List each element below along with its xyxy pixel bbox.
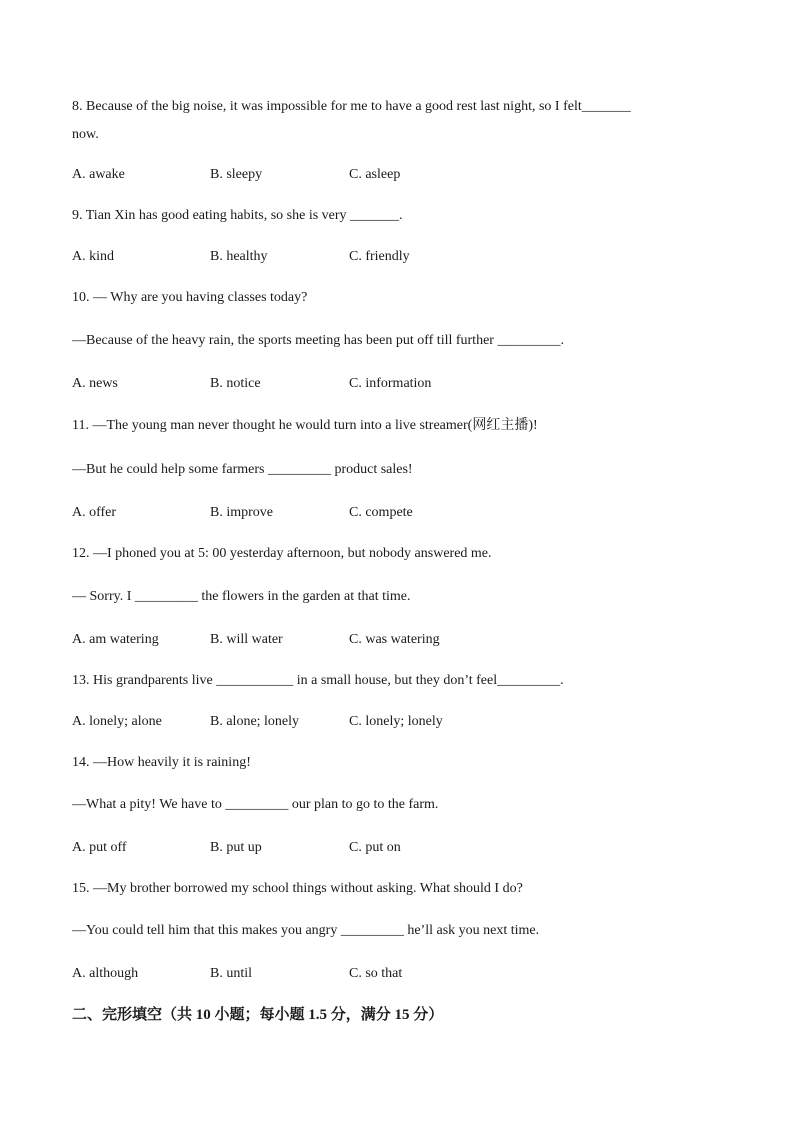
question-13-stem: 13. His grandparents live ___________ in a small house, but they don’t feel_________.: [72, 673, 564, 688]
question-11-option-a: A. offer: [72, 505, 117, 520]
question-13-option-b: B. alone; lonely: [210, 714, 300, 729]
question-14-stem: 14. —How heavily it is raining!: [72, 755, 251, 770]
question-10-option-c: C. information: [349, 376, 432, 391]
question-15-option-b: B. until: [210, 966, 253, 981]
question-13-option-a: A. lonely; alone: [72, 714, 162, 729]
question-14-option-b: B. put up: [210, 840, 262, 855]
question-9-option-a: A. kind: [72, 249, 114, 264]
question-11-option-b: B. improve: [210, 505, 273, 520]
question-12-option-c: C. was watering: [349, 632, 440, 647]
question-14-option-c: C. put on: [349, 840, 401, 855]
question-8-option-a: A. awake: [72, 167, 125, 182]
question-15-option-c: C. so that: [349, 966, 403, 981]
question-11-reply: —But he could help some farmers _________ product sales!: [72, 462, 413, 477]
question-12-stem: 12. —I phoned you at 5: 00 yesterday afternoon, but nobody answered me.: [72, 546, 492, 561]
question-9-option-c: C. friendly: [349, 249, 410, 264]
question-10-option-b: B. notice: [210, 376, 261, 391]
question-14-option-a: A. put off: [72, 840, 127, 855]
section-title-cloze: 二、完形填空（共 10 小题；每小题 1.5 分，满分 15 分）: [72, 1007, 444, 1023]
question-12-reply: — Sorry. I _________ the flowers in the garden at that time.: [72, 589, 411, 604]
question-8-option-c: C. asleep: [349, 167, 401, 182]
question-10-option-a: A. news: [72, 376, 118, 391]
question-9-option-b: B. healthy: [210, 249, 268, 264]
question-10-reply: —Because of the heavy rain, the sports meeting has been put off till further _________.: [72, 333, 564, 348]
question-10-stem: 10. — Why are you having classes today?: [72, 290, 308, 305]
question-8-stem-cont: now.: [72, 127, 99, 142]
question-11-stem: 11. —The young man never thought he would turn into a live streamer(网红主播)!: [72, 418, 538, 433]
question-11-option-c: C. compete: [349, 505, 413, 520]
question-15-option-a: A. although: [72, 966, 139, 981]
question-12-option-a: A. am watering: [72, 632, 159, 647]
question-12-option-b: B. will water: [210, 632, 283, 647]
question-15-reply: —You could tell him that this makes you angry _________ he’ll ask you next time.: [72, 923, 540, 938]
question-14-reply: —What a pity! We have to _________ our plan to go to the farm.: [72, 797, 439, 812]
question-8-option-b: B. sleepy: [210, 167, 263, 182]
question-9-stem: 9. Tian Xin has good eating habits, so she is very _______.: [72, 208, 403, 223]
question-15-stem: 15. —My brother borrowed my school things without asking. What should I do?: [72, 881, 523, 896]
question-13-option-c: C. lonely; lonely: [349, 714, 443, 729]
question-8-stem: 8. Because of the big noise, it was impossible for me to have a good rest last night, so I felt_______: [72, 99, 631, 114]
